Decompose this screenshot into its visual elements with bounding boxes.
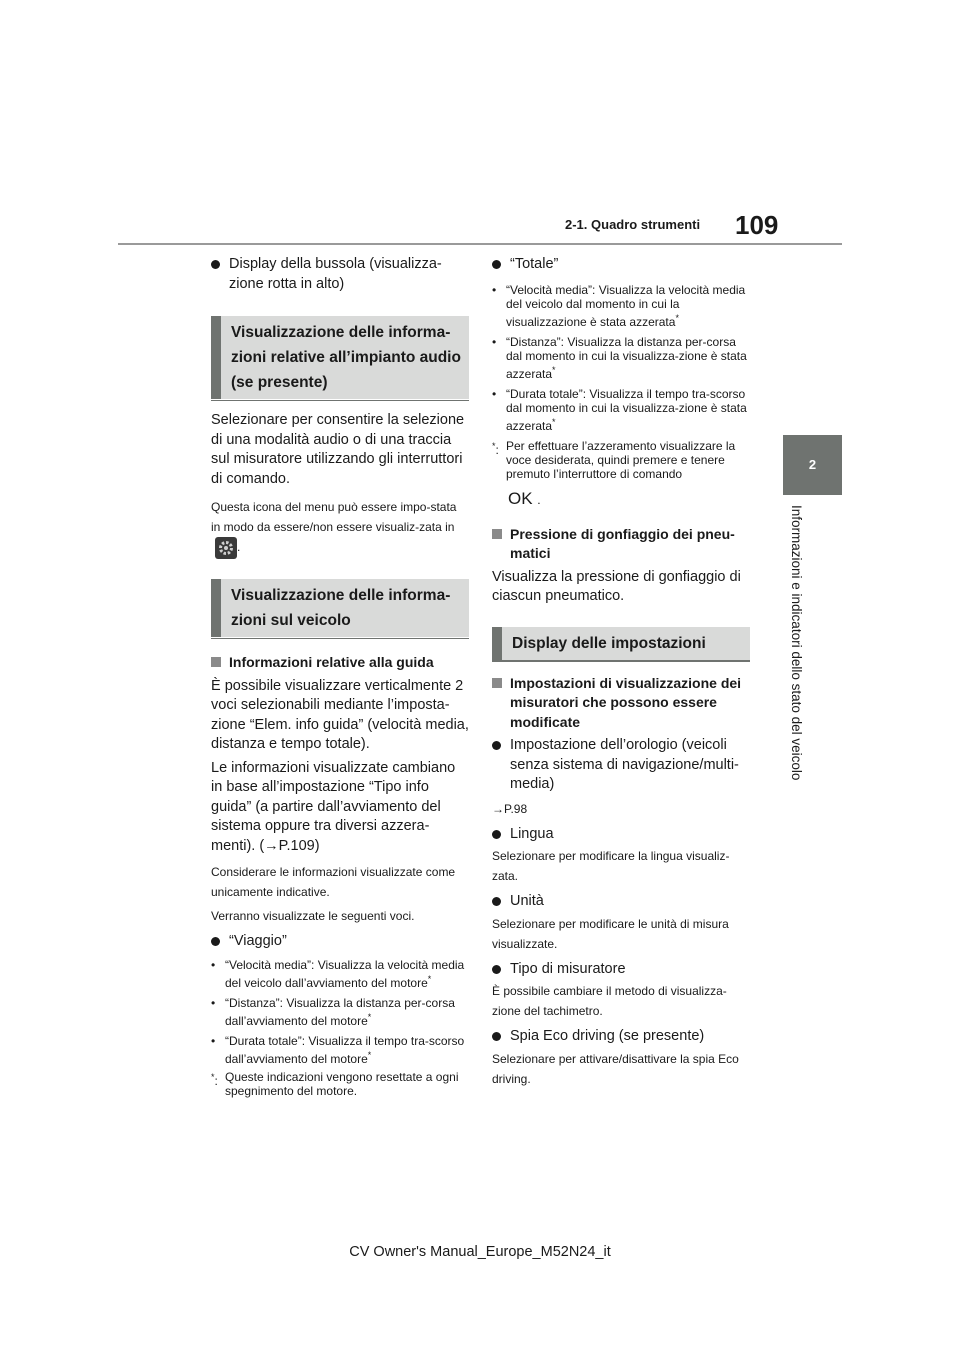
compass-bullet — [211, 255, 469, 294]
note-indicative: Considerare le informazioni visualizzate come unicamente indicative. — [211, 865, 456, 899]
total-item-avg-speed: • “Velocità media”: Visualizza la velocità media del veicolo dal momento in cui la visualizzazione è stata azzerata* — [492, 282, 746, 329]
settings-heading: Display delle impostazioni — [492, 627, 750, 660]
total-bullet — [492, 255, 750, 275]
trip-footnote: *: Queste indicazioni vengono resettate a ogni spegnimento del motore. — [211, 1069, 459, 1098]
tire-body: Visualizza la pressione di gonfiaggio di ciascun pneumatico. — [492, 568, 741, 604]
total-item-duration: • “Durata totale”: Visualizza il tempo tra-scorso dal momento in cui la visualizza-zione è stata azzerata* — [492, 386, 747, 433]
lang-text: Lingua — [510, 825, 554, 842]
header-rule — [118, 243, 842, 245]
total-footnote: *: Per effettuare l’azzeramento visualizzare la voce desiderata, quindi premere e tenere premuto l’interruttore di comando — [492, 438, 736, 481]
unit-bullet — [492, 892, 750, 912]
trip-bullet — [211, 932, 469, 952]
page-number: 109 — [735, 210, 779, 240]
tire-subheading — [492, 525, 750, 564]
unit-note: Selezionare per modificare le unità di misura visualizzate. — [492, 916, 729, 951]
clock-bullet — [492, 736, 750, 795]
chapter-tab: 2 — [783, 435, 842, 495]
column-right — [492, 255, 750, 1089]
chapter-title — [785, 505, 805, 790]
driving-subheading — [211, 653, 469, 673]
meter-subheading — [492, 674, 750, 733]
clock-ref: →P.98 — [492, 801, 528, 816]
ok-label: OK — [508, 488, 533, 508]
clock-text: Impostazione dell’orologio (veicoli senza sistema di navigazione/multi-media) — [510, 737, 739, 792]
gear-icon — [215, 537, 237, 559]
lang-note: Selezionare per modificare la lingua visualiz-zata. — [492, 849, 730, 883]
column-left — [211, 255, 469, 1098]
tire-subheading-text: Pressione di gonfiaggio dei pneu-matici — [510, 525, 735, 561]
trip-item-avg-speed: • “Velocità media”: Visualizza la velocità media del veicolo dall’avviamento del motore* — [211, 957, 465, 990]
audio-body: Selezionare per consentire la selezione di una modalità audio o di una traccia sul misuratore utilizzando gli interruttori di comando. — [211, 412, 465, 487]
driving-body-2: Le informazioni visualizzate cambiano in base all’impostazione “Tipo info guida” (a partire dall’avviamento del sistema oppure tra diversi azzera-menti). (→P.109) — [211, 759, 456, 854]
total-text: “Totale” — [510, 256, 559, 272]
driving-body-1: È possibile visualizzare verticalmente 2 voci selezionabili mediante l’imposta-zione “Elem. info guida” (velocità media, distanza e tempo totale). — [211, 677, 469, 752]
trip-text: “Viaggio” — [229, 933, 287, 949]
meter-subheading-text: Impostazioni di visualizzazione dei misuratori che possono essere modificate — [510, 674, 742, 730]
eco-text: Spia Eco driving (se presente) — [510, 1028, 705, 1044]
ok-suffix: . — [537, 492, 541, 507]
section-title: 2-1. Quadro strumenti — [565, 217, 701, 232]
compass-text: Display della bussola (visualizza-zione rotta in alto) — [229, 256, 442, 292]
ok-switch — [492, 489, 750, 509]
driving-subheading-text: Informazioni relative alla guida — [229, 654, 434, 670]
audio-heading: Visualizzazione delle informa-zioni relative all’impianto audio (se presente) — [211, 316, 469, 399]
unit-text: Unità — [510, 893, 544, 909]
meter-type-text: Tipo di misuratore — [510, 960, 626, 977]
note-items: Verranno visualizzate le seguenti voci. — [211, 909, 415, 923]
audio-note — [211, 497, 469, 559]
trip-item-duration: • “Durata totale”: Visualizza il tempo tra-scorso dall’avviamento del motore* — [211, 1033, 465, 1066]
meter-type-bullet — [492, 960, 750, 980]
vehicle-heading: Visualizzazione delle informa-zioni sul veicolo — [211, 579, 469, 637]
audio-note-suffix: . — [237, 540, 241, 555]
lang-bullet — [492, 825, 750, 845]
meter-type-note: È possibile cambiare il metodo di visualizza-zione del tachimetro. — [492, 984, 727, 1018]
trip-item-distance: • “Distanza”: Visualizza la distanza per-corsa dall’avviamento del motore* — [211, 995, 455, 1028]
eco-note: Selezionare per attivare/disattivare la spia Eco driving. — [492, 1051, 739, 1086]
footer-manual-id: CV Owner's Manual_Europe_M52N24_it — [349, 1244, 611, 1260]
total-item-distance: • “Distanza”: Visualizza la distanza per-corsa dal momento in cui la visualizza-zione è stata azzerata* — [492, 334, 747, 381]
eco-bullet — [492, 1027, 750, 1047]
audio-note-text: Questa icona del menu può essere impo-stata in modo da essere/non essere visualiz-zata in — [211, 500, 457, 534]
chapter-title-text: Informazioni e indicatori dello stato del veicolo — [789, 505, 804, 781]
